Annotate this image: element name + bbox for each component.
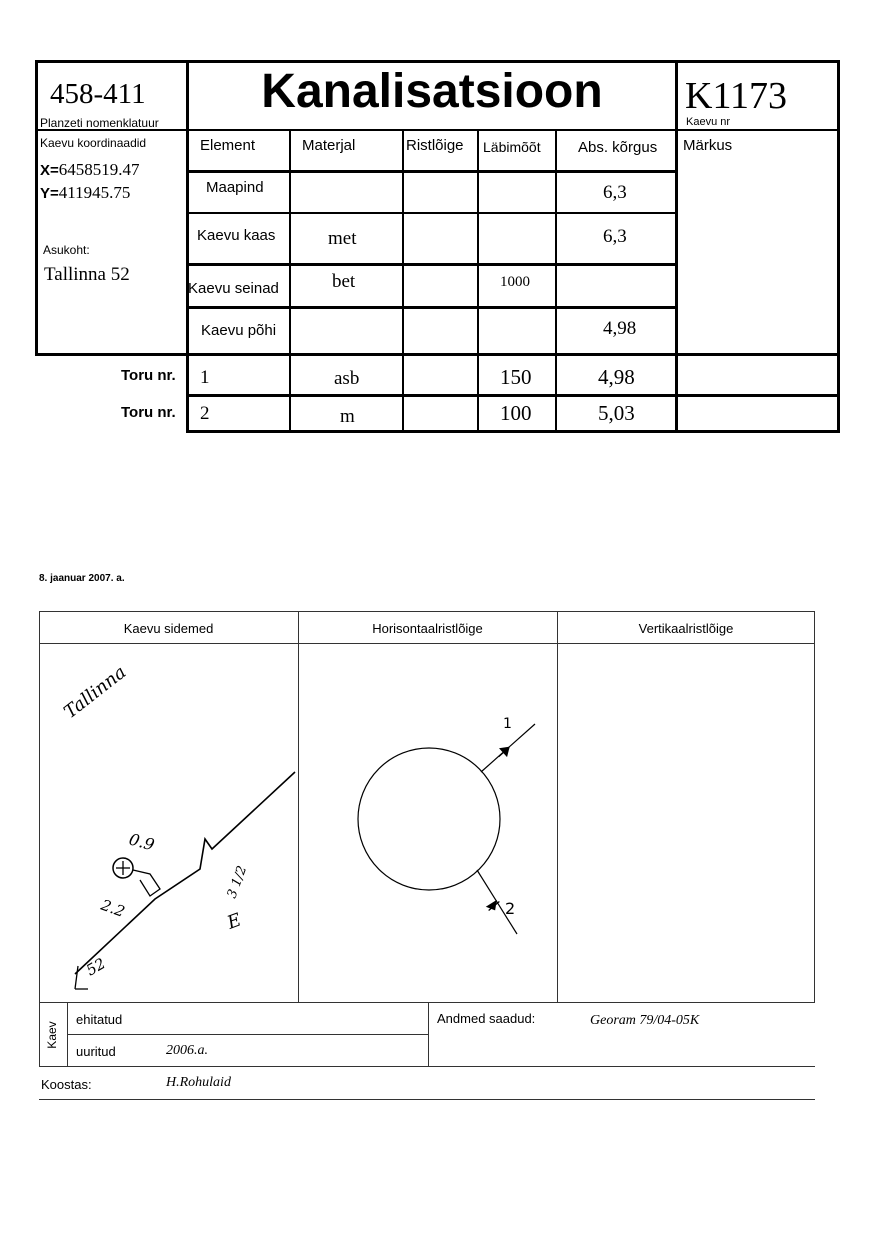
page-title: Kanalisatsioon bbox=[261, 65, 603, 118]
pipe-label: Toru nr. bbox=[121, 367, 176, 384]
col-notes: Märkus bbox=[683, 137, 733, 154]
x-label: X= bbox=[40, 162, 59, 179]
coordinates-label: Kaevu koordinaadid bbox=[40, 136, 147, 150]
connections-sketch bbox=[40, 644, 297, 1002]
document-date: 8. jaanuar 2007. a. bbox=[39, 573, 125, 584]
pipe-diameter: 150 bbox=[500, 365, 532, 389]
built-label: ehitatud bbox=[76, 1012, 123, 1027]
location-label: Asukoht: bbox=[43, 243, 90, 257]
col-element: Element bbox=[200, 137, 256, 154]
header-connections: Kaevu sidemed bbox=[123, 621, 214, 636]
row-element: Maapind bbox=[206, 179, 264, 196]
row-element: Kaevu kaas bbox=[197, 227, 276, 244]
pipe-label-2: 2 bbox=[505, 899, 516, 918]
source-label: Andmed saadud: bbox=[437, 1011, 536, 1026]
row-material: met bbox=[328, 228, 357, 249]
building-label: 3 1/2 bbox=[224, 863, 251, 901]
building-outline bbox=[75, 772, 295, 974]
distance-label-1: 0.9 bbox=[126, 829, 157, 855]
pipe-height: 5,03 bbox=[598, 401, 635, 425]
well-circle bbox=[358, 748, 500, 890]
col-height: Abs. kõrgus bbox=[578, 139, 658, 156]
col-material: Materjal bbox=[302, 137, 356, 154]
house-number-label: 52 bbox=[83, 954, 109, 980]
sheet-number: 458-411 bbox=[50, 78, 146, 110]
header-horizontal-section: Horisontaalristlõige bbox=[372, 621, 483, 636]
pipe-number: 2 bbox=[200, 403, 210, 424]
x-value: 6458519.47 bbox=[58, 160, 140, 179]
street-label: Tallinna bbox=[60, 661, 131, 723]
sheet-number-label: Planzeti nomenklatuur bbox=[40, 116, 159, 130]
compiled-value: H.Rohulaid bbox=[166, 1075, 231, 1090]
pipe-material: asb bbox=[334, 368, 360, 389]
pipe-diameter: 100 bbox=[500, 401, 532, 425]
distance-label-2: 2.2 bbox=[98, 895, 128, 921]
row-material: bet bbox=[332, 271, 356, 292]
pipe-label-1: 1 bbox=[503, 716, 512, 732]
row-height: 4,98 bbox=[603, 318, 637, 339]
well-id: K1173 bbox=[685, 75, 788, 117]
location-value: Tallinna 52 bbox=[44, 264, 130, 285]
y-label: Y= bbox=[40, 185, 59, 202]
col-cross-section: Ristlõige bbox=[406, 137, 464, 154]
pipe-material: m bbox=[340, 406, 355, 427]
well-id-label: Kaevu nr bbox=[686, 116, 731, 128]
compiled-label: Koostas: bbox=[41, 1077, 92, 1092]
col-diameter: Läbimõõt bbox=[483, 139, 541, 155]
pipe-number: 1 bbox=[200, 367, 210, 388]
pipe-label: Toru nr. bbox=[121, 404, 176, 421]
building-letter: E bbox=[224, 909, 245, 934]
well-side-label: Kaev bbox=[45, 1021, 59, 1049]
header-vertical-section: Vertikaalristlõige bbox=[638, 621, 734, 636]
horizontal-section-sketch bbox=[299, 644, 556, 1002]
surveyed-value: 2006.a. bbox=[166, 1043, 208, 1058]
row-height: 6,3 bbox=[603, 182, 627, 203]
y-value: 411945.75 bbox=[58, 183, 131, 202]
row-element: Kaevu põhi bbox=[201, 322, 277, 339]
measure-lines bbox=[133, 870, 160, 896]
pipe-height: 4,98 bbox=[598, 365, 635, 389]
row-element: Kaevu seinad bbox=[188, 280, 279, 297]
row-diameter: 1000 bbox=[500, 274, 530, 290]
surveyed-label: uuritud bbox=[76, 1044, 116, 1059]
source-value: Georam 79/04-05K bbox=[590, 1013, 700, 1028]
row-height: 6,3 bbox=[603, 226, 627, 247]
